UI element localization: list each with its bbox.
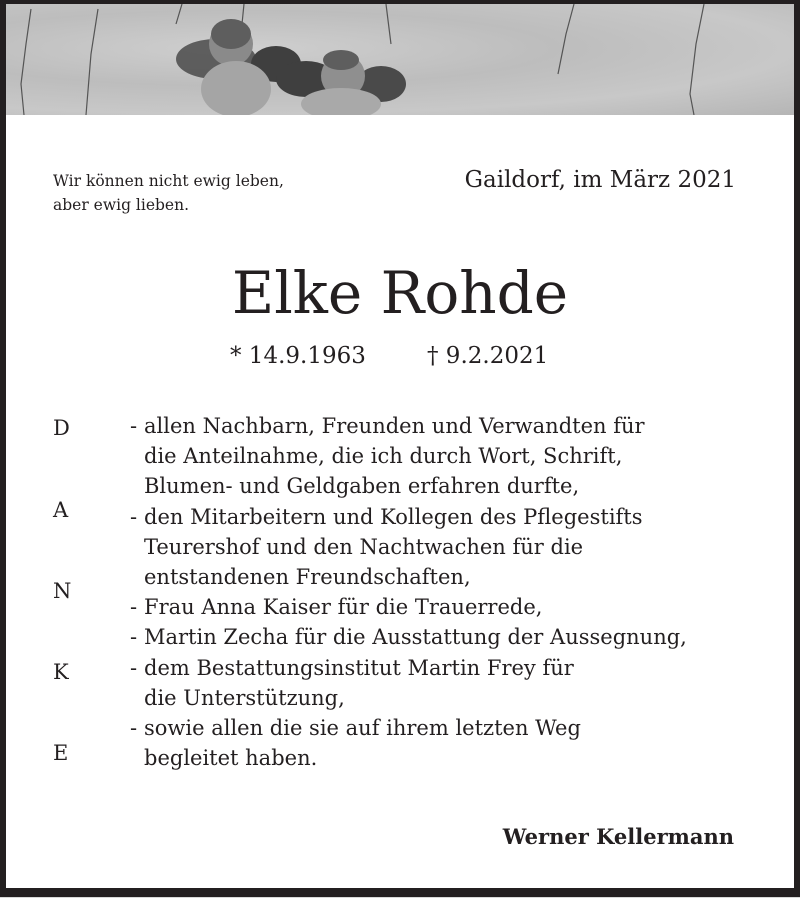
- thanks-line: Teurershof und den Nachtwachen für die: [144, 534, 584, 559]
- acrostic-letter: K: [53, 660, 69, 684]
- cherubs-image: [6, 4, 794, 115]
- acrostic-letter: E: [53, 741, 69, 765]
- thanks-line: die Anteilnahme, die ich durch Wort, Schrift,: [144, 444, 623, 469]
- deceased-name: Elke Rohde: [231, 259, 569, 327]
- signature: Werner Kellermann: [502, 824, 734, 849]
- thanks-line: - dem Bestattungsinstitut Martin Frey für: [130, 655, 574, 680]
- thanks-line: - sowie allen die sie auf ihrem letzten Weg: [130, 716, 581, 741]
- acrostic-letter: D: [53, 416, 70, 440]
- thanks-line: - den Mitarbeitern und Kollegen des Pflegestifts: [130, 504, 643, 529]
- death-date: † 9.2.2021: [427, 343, 549, 369]
- acrostic-letter: N: [53, 579, 72, 603]
- thanks-line: - allen Nachbarn, Freunden und Verwandten für: [130, 414, 645, 438]
- acrostic-letter: A: [53, 498, 69, 522]
- thanks-line: begleitet haben.: [144, 746, 318, 771]
- motto: [53, 169, 284, 217]
- thanks-line: entstandenen Freundschaften,: [144, 565, 471, 590]
- thanks-line: - Frau Anna Kaiser für die Trauerrede,: [130, 595, 543, 620]
- place-date: Gaildorf, im März 2021: [464, 167, 736, 193]
- thanks-line: - Martin Zecha für die Ausstattung der Aussegnung,: [130, 625, 687, 650]
- thanks-line: Blumen- und Geldgaben erfahren durfte,: [144, 474, 580, 499]
- motto-line: aber ewig lieben.: [53, 196, 190, 214]
- thanks-line: die Unterstützung,: [144, 685, 345, 710]
- birth-date: * 14.9.1963: [230, 343, 366, 369]
- thanks-list: [130, 411, 687, 773]
- motto-line: Wir können nicht ewig leben,: [53, 172, 284, 190]
